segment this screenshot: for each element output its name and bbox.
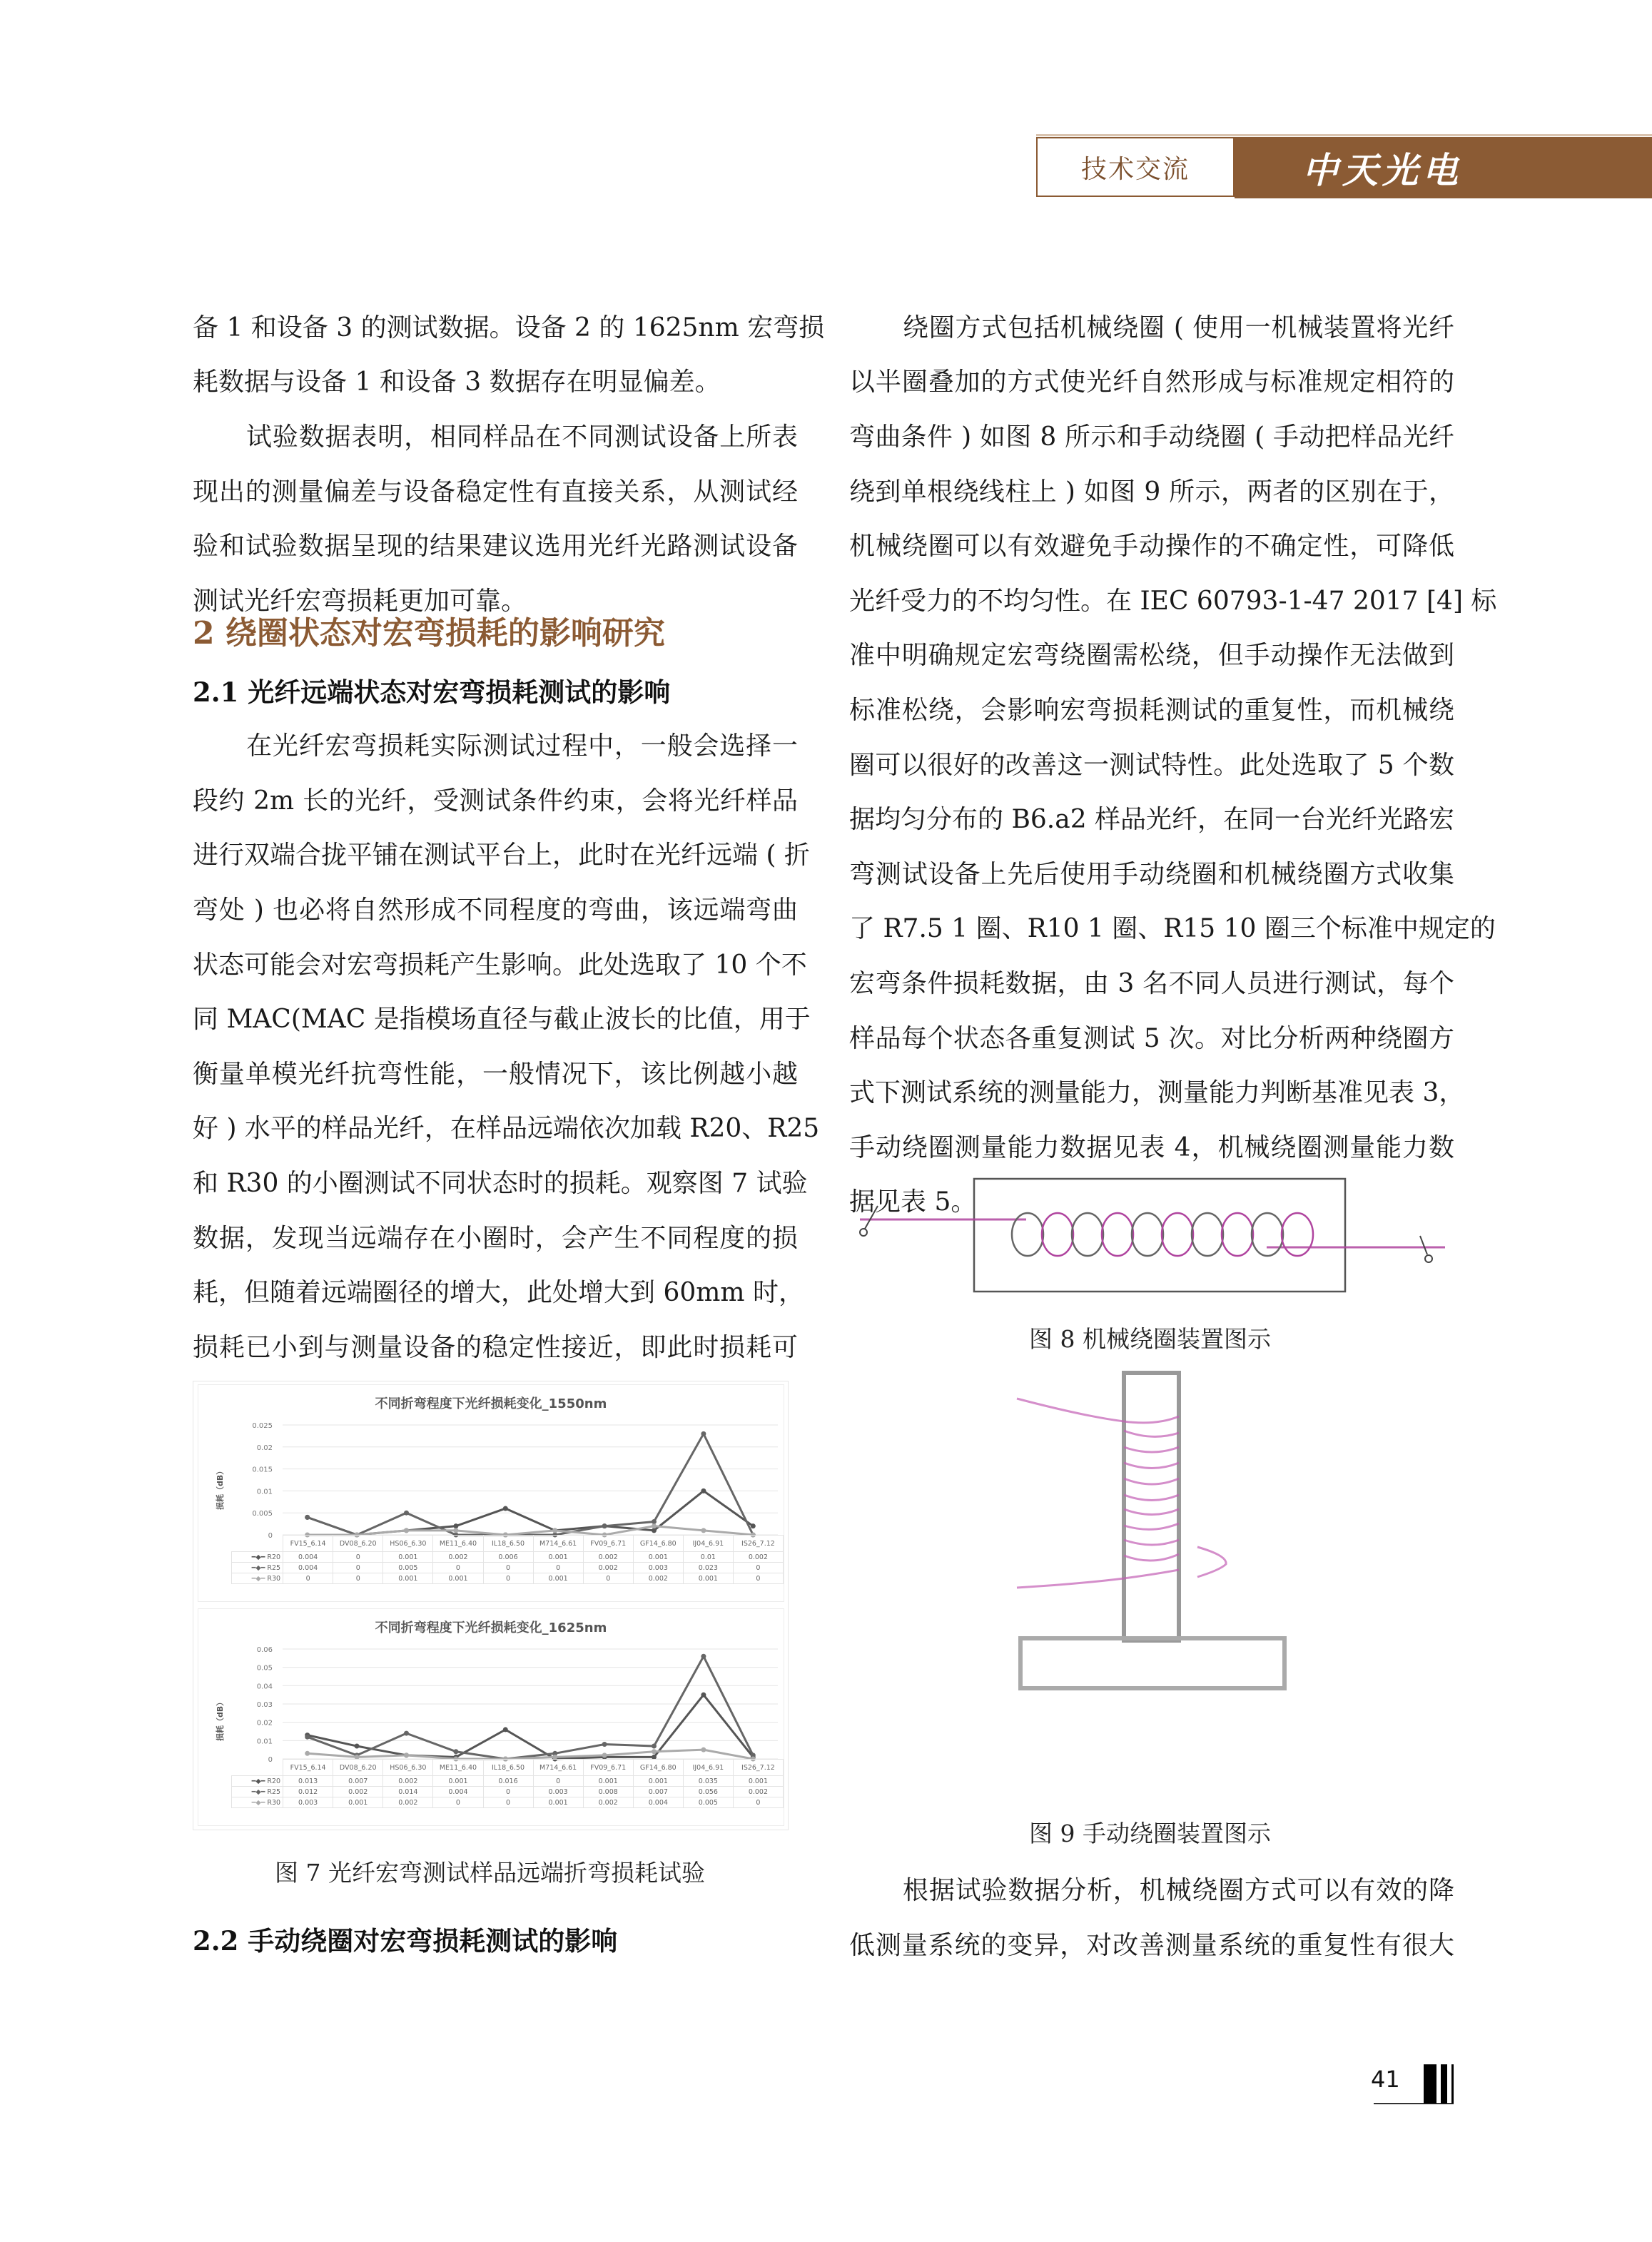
y-tick-label: 0.01 xyxy=(256,1488,273,1496)
data-point xyxy=(751,1523,756,1528)
legend-entry: ━◆━ R30 xyxy=(232,1797,283,1808)
table-cell: 0 xyxy=(483,1787,533,1797)
table-cell: 0.004 xyxy=(433,1787,483,1797)
y-tick-label: 0 xyxy=(268,1532,273,1540)
table-cell: 0.003 xyxy=(283,1797,333,1808)
data-point xyxy=(305,1735,310,1740)
paragraph-line: 验和试验数据呈现的结果建议选用光纤光路测试设备 xyxy=(193,532,798,561)
table-cell: 0 xyxy=(733,1573,783,1584)
table-cell: 0 xyxy=(533,1776,583,1787)
paragraph-line: 手动绕圈测量能力数据见表 4，机械绕圈测量能力数 xyxy=(849,1133,1454,1162)
footer-bar-decoration xyxy=(1451,2064,1454,2104)
figure-caption: 图 8 机械绕圈装置图示 xyxy=(1029,1325,1271,1353)
data-point xyxy=(503,1727,508,1732)
paragraph-line: 试验数据表明，相同样品在不同测试设备上所表 xyxy=(246,422,798,452)
data-point xyxy=(355,1744,360,1749)
paragraph-line: 绕到单根绕线柱上 ) 如图 9 所示，两者的区别在于， xyxy=(849,477,1454,507)
table-cell: 0.007 xyxy=(633,1787,683,1797)
table-cell: 0.002 xyxy=(383,1797,433,1808)
table-cell: 0.004 xyxy=(283,1563,333,1573)
category-label: FV15_6.14 xyxy=(283,1536,333,1552)
paragraph-line: 同 MAC(MAC 是指模场直径与截止波长的比值，用于 xyxy=(193,1005,811,1034)
table-cell: 0.014 xyxy=(383,1787,433,1797)
figure-7 xyxy=(193,1381,789,1830)
paragraph-line: 进行双端合拢平铺在测试平台上，此时在光纤远端 ( 折 xyxy=(193,841,810,870)
y-tick-label: 0.05 xyxy=(256,1664,273,1673)
data-point xyxy=(305,1751,310,1756)
y-tick-label: 0.02 xyxy=(256,1719,273,1728)
table-cell: 0.008 xyxy=(583,1787,633,1797)
paragraph-line: 备 1 和设备 3 的测试数据。设备 2 的 1625nm 宏弯损 xyxy=(193,313,825,343)
paragraph-line: 弯测试设备上先后使用手动绕圈和机械绕圈方式收集 xyxy=(849,860,1454,889)
left-column xyxy=(193,0,825,2242)
table-cell: 0.002 xyxy=(733,1552,783,1563)
table-cell: 0 xyxy=(333,1563,383,1573)
paragraph-line: 耗数据与设备 1 和设备 3 数据存在明显偏差。 xyxy=(193,367,721,397)
subsection-heading: 2.1 光纤远端状态对宏弯损耗测试的影响 xyxy=(193,676,671,708)
category-label: IS26_7.12 xyxy=(733,1536,783,1552)
series-line-r20 xyxy=(308,1695,754,1759)
legend-entry: ━◆━ R20 xyxy=(232,1776,283,1787)
paragraph-line: 样品每个状态各重复测试 5 次。对比分析两种绕圈方 xyxy=(849,1024,1454,1053)
category-label: GF14_6.80 xyxy=(633,1760,683,1776)
table-cell: 0 xyxy=(483,1573,533,1584)
paragraph-line: 弯曲条件 ) 如图 8 所示和手动绕圈 ( 手动把样品光纤 xyxy=(849,422,1454,452)
data-point xyxy=(453,1749,458,1754)
table-cell: 0.001 xyxy=(333,1797,383,1808)
category-label: ME11_6.40 xyxy=(433,1760,483,1776)
category-label: DV08_6.20 xyxy=(333,1760,383,1776)
paragraph-line: 测试光纤宏弯损耗更加可靠。 xyxy=(193,587,527,616)
table-cell: 0.001 xyxy=(683,1573,733,1584)
y-tick-label: 0.02 xyxy=(256,1444,273,1452)
section-label: 技术交流 xyxy=(1036,137,1235,197)
paragraph-line: 据见表 5。 xyxy=(849,1187,977,1217)
page-number: 41 xyxy=(1371,2066,1400,2093)
table-cell: 0.023 xyxy=(683,1563,733,1573)
paragraph-line: 标准松绕，会影响宏弯损耗测试的重复性，而机械绕 xyxy=(849,696,1454,725)
table-cell: 0 xyxy=(483,1563,533,1573)
data-point xyxy=(305,1515,310,1520)
chart-title: 不同折弯程度下光纤损耗变化_1550nm xyxy=(375,1396,607,1411)
legend-entry: ━◆━ R25 xyxy=(232,1787,283,1797)
data-point xyxy=(602,1752,607,1757)
table-cell: 0.002 xyxy=(583,1563,633,1573)
paragraph-line: 准中明确规定宏弯绕圈需松绕，但手动操作无法做到 xyxy=(849,641,1454,670)
table-cell: 0.003 xyxy=(633,1563,683,1573)
category-label: FV09_6.71 xyxy=(583,1536,633,1552)
chart-title: 不同折弯程度下光纤损耗变化_1625nm xyxy=(375,1620,607,1635)
table-cell: 0.001 xyxy=(733,1776,783,1787)
paragraph-line: 了 R7.5 1 圈、R10 1 圈、R15 10 圈三个标准中规定的 xyxy=(849,914,1496,943)
figure-9-manual-winding-diagram xyxy=(985,1356,1313,1820)
y-tick-label: 0.04 xyxy=(256,1683,273,1691)
paragraph-line: 低测量系统的变异，对改善测量系统的重复性有很大 xyxy=(849,1931,1454,1960)
table-cell: 0.004 xyxy=(633,1797,683,1808)
table-cell: 0.001 xyxy=(383,1552,433,1563)
data-point xyxy=(602,1523,607,1528)
table-cell: 0 xyxy=(283,1573,333,1584)
y-axis-label: 损耗（dB） xyxy=(216,1698,225,1741)
y-axis-label: 损耗（dB） xyxy=(216,1466,225,1510)
data-point xyxy=(701,1488,706,1493)
data-point xyxy=(652,1528,657,1533)
paragraph-line: 弯处 ) 也必将自然形成不同程度的弯曲，该远端弯曲 xyxy=(193,896,798,925)
category-label: M714_6.61 xyxy=(533,1760,583,1776)
series-line-r30 xyxy=(308,1750,754,1759)
data-point xyxy=(701,1528,706,1533)
data-point xyxy=(701,1431,706,1436)
chart-1550nm xyxy=(198,1384,784,1602)
table-cell: 0.005 xyxy=(383,1563,433,1573)
paragraph-line: 现出的测量偏差与设备稳定性有直接关系，从测试经 xyxy=(193,477,798,507)
paragraph-line: 宏弯条件损耗数据，由 3 名不同人员进行测试，每个 xyxy=(849,969,1454,998)
paragraph-line: 耗，但随着远端圈径的增大，此处增大到 60mm 时， xyxy=(193,1278,804,1307)
category-label: HS06_6.30 xyxy=(383,1760,433,1776)
table-cell: 0 xyxy=(533,1563,583,1573)
table-cell: 0.056 xyxy=(683,1787,733,1797)
category-label: M714_6.61 xyxy=(533,1536,583,1552)
table-cell: 0.002 xyxy=(583,1552,633,1563)
table-cell: 0.007 xyxy=(333,1776,383,1787)
footer-bar-decoration xyxy=(1441,2064,1447,2104)
table-cell: 0.001 xyxy=(633,1552,683,1563)
category-label: GF14_6.80 xyxy=(633,1536,683,1552)
table-cell: 0 xyxy=(733,1563,783,1573)
paragraph-line: 绕圈方式包括机械绕圈 ( 使用一机械装置将光纤 xyxy=(903,313,1454,343)
table-cell: 0 xyxy=(433,1563,483,1573)
category-label: IJ04_6.91 xyxy=(683,1760,733,1776)
paragraph-line: 以半圈叠加的方式使光纤自然形成与标准规定相符的 xyxy=(849,367,1454,397)
section-heading: 2 绕圈状态对宏弯损耗的影响研究 xyxy=(193,615,665,651)
table-cell: 0.001 xyxy=(383,1573,433,1584)
table-cell: 0.035 xyxy=(683,1776,733,1787)
table-cell: 0 xyxy=(333,1573,383,1584)
paragraph-line: 状态可能会对宏弯损耗产生影响。此处选取了 10 个不 xyxy=(193,950,807,980)
paragraph-line: 在光纤宏弯损耗实际测试过程中，一般会选择一 xyxy=(246,731,798,761)
data-point xyxy=(701,1748,706,1752)
table-cell: 0.001 xyxy=(433,1776,483,1787)
data-point xyxy=(404,1752,409,1757)
paragraph-line: 和 R30 的小圈测试不同状态时的损耗。观察图 7 试验 xyxy=(193,1169,808,1198)
y-tick-label: 0.015 xyxy=(252,1466,273,1474)
table-cell: 0.003 xyxy=(533,1787,583,1797)
table-cell: 0.005 xyxy=(683,1797,733,1808)
data-point xyxy=(453,1528,458,1533)
paragraph-line: 式下测试系统的测量能力，测量能力判断基准见表 3， xyxy=(849,1078,1465,1107)
data-point xyxy=(453,1523,458,1528)
table-cell: 0.006 xyxy=(483,1552,533,1563)
data-point xyxy=(701,1693,706,1698)
table-cell: 0 xyxy=(583,1573,633,1584)
category-label: IJ04_6.91 xyxy=(683,1536,733,1552)
table-cell: 0.002 xyxy=(383,1776,433,1787)
table-cell: 0.002 xyxy=(333,1787,383,1797)
table-cell: 0.001 xyxy=(433,1573,483,1584)
table-cell: 0.013 xyxy=(283,1776,333,1787)
paragraph-line: 光纤受力的不均匀性。在 IEC 60793-1-47 2017 [4] 标 xyxy=(849,587,1497,616)
paragraph-line: 根据试验数据分析，机械绕圈方式可以有效的降 xyxy=(903,1876,1454,1905)
data-point xyxy=(652,1523,657,1528)
data-point xyxy=(652,1519,657,1524)
legend-entry: ━◆━ R20 xyxy=(232,1552,283,1563)
table-cell: 0.002 xyxy=(583,1797,633,1808)
chart-data-table xyxy=(231,1759,784,1808)
y-tick-label: 0.01 xyxy=(256,1738,273,1746)
chart-data-table xyxy=(231,1535,784,1584)
data-point xyxy=(552,1528,557,1533)
paragraph-line: 机械绕圈可以有效避免手动操作的不确定性，可降低 xyxy=(849,532,1454,561)
data-point xyxy=(404,1528,409,1533)
table-cell: 0 xyxy=(433,1797,483,1808)
data-point xyxy=(602,1742,607,1747)
table-cell: 0 xyxy=(733,1797,783,1808)
paragraph-line: 段约 2m 长的光纤，受测试条件约束，会将光纤样品 xyxy=(193,786,798,816)
data-point xyxy=(503,1506,508,1511)
paragraph-line: 损耗已小到与测量设备的稳定性接近，即此时损耗可 xyxy=(193,1333,798,1362)
table-cell: 0.001 xyxy=(533,1573,583,1584)
table-cell: 0.004 xyxy=(283,1552,333,1563)
category-label: ME11_6.40 xyxy=(433,1536,483,1552)
paragraph-line: 衡量单模光纤抗弯性能，一般情况下，该比例越小越 xyxy=(193,1060,798,1089)
table-cell: 0 xyxy=(483,1797,533,1808)
y-tick-label: 0.03 xyxy=(256,1701,273,1709)
table-cell: 0.002 xyxy=(633,1573,683,1584)
category-label: DV08_6.20 xyxy=(333,1536,383,1552)
paragraph-line: 圈可以很好的改善这一测试特性。此处选取了 5 个数 xyxy=(849,751,1454,780)
figure-caption: 图 7 光纤宏弯测试样品远端折弯损耗试验 xyxy=(275,1859,705,1887)
y-tick-label: 0 xyxy=(268,1756,273,1764)
paragraph-line: 据均匀分布的 B6.a2 样品光纤，在同一台光纤光路宏 xyxy=(849,805,1455,834)
table-cell: 0.001 xyxy=(633,1776,683,1787)
category-label: IL18_6.50 xyxy=(483,1760,533,1776)
brand-logo: 中天光电 xyxy=(1235,137,1652,198)
y-tick-label: 0.025 xyxy=(252,1422,273,1430)
category-label: FV09_6.71 xyxy=(583,1760,633,1776)
table-cell: 0.002 xyxy=(433,1552,483,1563)
category-label: HS06_6.30 xyxy=(383,1536,433,1552)
data-point xyxy=(701,1654,706,1659)
table-cell: 0.01 xyxy=(683,1552,733,1563)
figure-caption: 图 9 手动绕圈装置图示 xyxy=(1029,1820,1271,1847)
paragraph-line: 好 ) 水平的样品光纤，在样品远端依次加载 R20、R25 xyxy=(193,1114,820,1143)
table-cell: 0.002 xyxy=(733,1787,783,1797)
subsection-heading: 2.2 手动绕圈对宏弯损耗测试的影响 xyxy=(193,1925,618,1957)
y-tick-label: 0.06 xyxy=(256,1646,273,1654)
chart-1625nm xyxy=(198,1608,784,1826)
figure-8-mechanical-winding-diagram xyxy=(853,1170,1452,1313)
footer-bar-decoration xyxy=(1424,2064,1436,2104)
table-cell: 0.001 xyxy=(533,1797,583,1808)
table-cell: 0.016 xyxy=(483,1776,533,1787)
legend-entry: ━◆━ R30 xyxy=(232,1573,283,1584)
table-cell: 0.012 xyxy=(283,1787,333,1797)
legend-entry: ━◆━ R25 xyxy=(232,1563,283,1573)
category-label: IS26_7.12 xyxy=(733,1760,783,1776)
category-label: IL18_6.50 xyxy=(483,1536,533,1552)
table-cell: 0 xyxy=(333,1552,383,1563)
y-tick-label: 0.005 xyxy=(252,1510,273,1518)
data-point xyxy=(404,1731,409,1736)
data-point xyxy=(404,1511,409,1516)
data-point xyxy=(652,1749,657,1754)
table-cell: 0.001 xyxy=(533,1552,583,1563)
category-label: FV15_6.14 xyxy=(283,1760,333,1776)
paragraph-line: 数据，发现当远端存在小圈时，会产生不同程度的损 xyxy=(193,1224,798,1253)
table-cell: 0.001 xyxy=(583,1776,633,1787)
data-point xyxy=(652,1744,657,1749)
